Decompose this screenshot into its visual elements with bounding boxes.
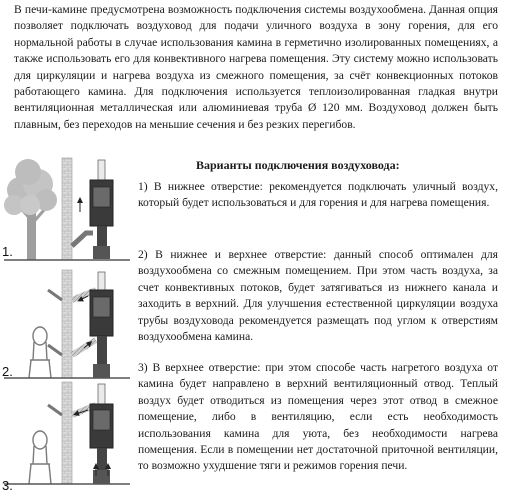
intro-text-start: В печи-камине предусмотрена возможность подключения системы воздухообмена. Данная опция позволяет подключать воздуховод для подачи уличного воздуха в зону горения, для его нормальной работы в случае использования камина в герметично изолированных помещениях, а также использовать его для конвективного нагрева помещения. Эту систему можно использовать для циркуляции и нагрева воздуха из смежного помещения, за счёт конвекционных потоков работающего камина. Для подключения используется теплоизолированная гладкая внутри вентиляционная металлическая или алюминиевая труба xyxy=(14,3,498,115)
air-duct xyxy=(72,233,93,246)
diagram-illustrations xyxy=(0,0,140,499)
stove-icon xyxy=(90,404,113,484)
wall xyxy=(62,158,72,260)
stove-icon xyxy=(90,180,113,259)
option-2-text: 2) В нижнее и верхнее отверстие: данный способ оптимален для воздухообмена со смежным помещением. При этом часть воздуха, за счет конвективных потоков, будет затягиваться из нижнего канала и заходить в верхний. Для улучшения естественной циркуляции воздуха трубы воздуховода рекомендуется размещать под углом к отверстиям воздухообмена камина. xyxy=(138,248,498,344)
figure-2-number: 2. xyxy=(2,364,13,379)
chair-icon xyxy=(29,327,51,378)
option-1-text: 1) В нижнее отверстие: рекомендуется подключать уличный воздух, который будет использоваться и для горения и для нагрева помещения. xyxy=(138,180,498,210)
option-3-text: 3) В верхнее отверстие: при этом способе часть нагретого воздуха от камина будет направлено в верхний вентиляционный отвод. Теплый воздух будет отводиться из помещения через этот отвод в смежное помещение, либо в вентиляцию, если есть необходимость использования камина для уюта, без необходимости нагрева помещения. Если в помещении нет достаточной приточной вентиляции, то возможно ухудшение тяги и режимов горения печи. xyxy=(138,361,498,473)
chair-icon xyxy=(29,431,51,484)
stove-icon xyxy=(90,290,113,378)
intro-text-end: 120 мм. Воздуховод должен быть плавным, без переходов на меньшие сечения и без резких перегибов. xyxy=(14,101,498,131)
figure-3-number: 3. xyxy=(2,478,13,493)
variants-heading: Варианты подключения воздуховода: xyxy=(196,158,400,172)
diameter-symbol: Ø xyxy=(308,101,317,115)
figure-2 xyxy=(4,270,130,378)
figure-1-number: 1. xyxy=(2,244,13,259)
figure-3 xyxy=(4,382,130,484)
figure-1 xyxy=(4,158,130,260)
